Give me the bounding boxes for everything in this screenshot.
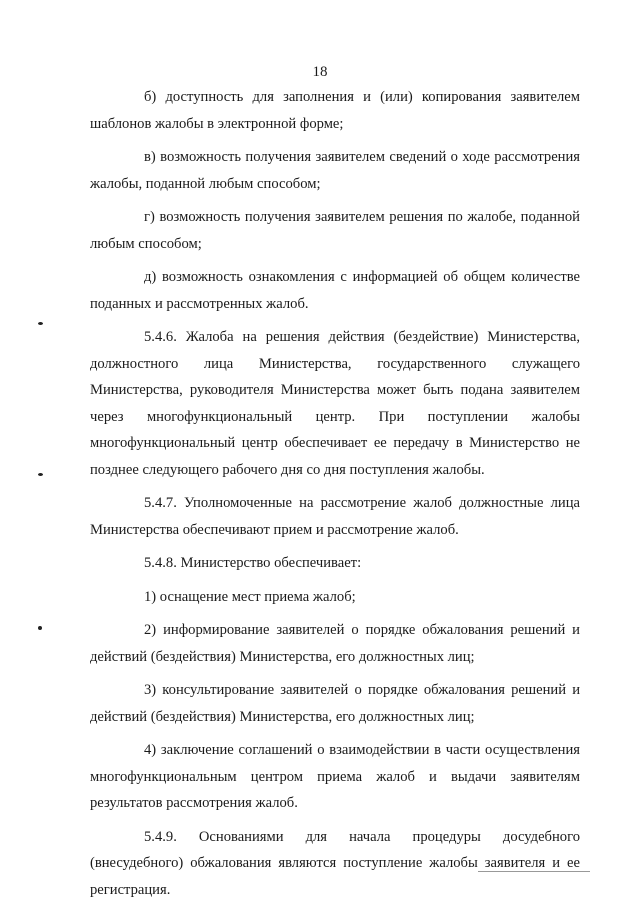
paragraph-5-4-7: 5.4.7. Уполномоченные на рассмотрение жалоб должностные лица Министерства обеспечивают прием и рассмотрение жалоб.	[90, 495, 580, 538]
paragraph-list-1: 1) оснащение мест приема жалоб;	[144, 588, 356, 605]
document-body	[90, 84, 580, 910]
paragraph-list-3: 3) консультирование заявителей о порядке обжалования решений и действий (бездействия) Министерства, его должностных лиц;	[90, 682, 580, 725]
paragraph-item-g: г) возможность получения заявителем решения по жалобе, поданной любым способом;	[90, 209, 580, 252]
scan-artifact-dot	[38, 473, 43, 476]
paragraph-list-2: 2) информирование заявителей о порядке обжалования решений и действий (бездействия) Министерства, его должностных лиц;	[90, 622, 580, 665]
scan-artifact-dot	[38, 322, 43, 325]
paragraph-list-4: 4) заключение соглашений о взаимодействии в части осуществления многофункциональным центром приема жалоб и выдачи заявителям результатов рассмотрения жалоб.	[90, 742, 580, 811]
paragraph-item-v: в) возможность получения заявителем сведений о ходе рассмотрения жалобы, поданной любым способом;	[90, 149, 580, 192]
paragraph-5-4-9: 5.4.9. Основаниями для начала процедуры досудебного (внесудебного) обжалования являются поступление жалобы заявителя и ее регистрация.	[90, 828, 580, 898]
page-number: 18	[312, 64, 328, 80]
paragraph-5-4-8: 5.4.8. Министерство обеспечивает:	[144, 555, 362, 571]
paragraph-5-4-6: 5.4.6. Жалоба на решения действия (бездействие) Министерства, должностного лица Министерства, государственного служащего Министерства, руководителя Министерства может быть подана заявителем через многофункциональный центр. При поступлении жалобы многофункциональный центр обеспечивает ее передачу в Министерство не позднее следующего рабочего дня со дня поступления жалобы.	[90, 329, 580, 478]
paragraph-item-d: д) возможность ознакомления с информацией об общем количестве поданных и рассмотренных жалоб.	[90, 269, 580, 312]
scan-artifact-dot	[38, 626, 42, 630]
scan-artifact-line	[478, 871, 590, 872]
paragraph-item-b: б) доступность для заполнения и (или) копирования заявителем шаблонов жалобы в электронной форме;	[90, 89, 580, 132]
